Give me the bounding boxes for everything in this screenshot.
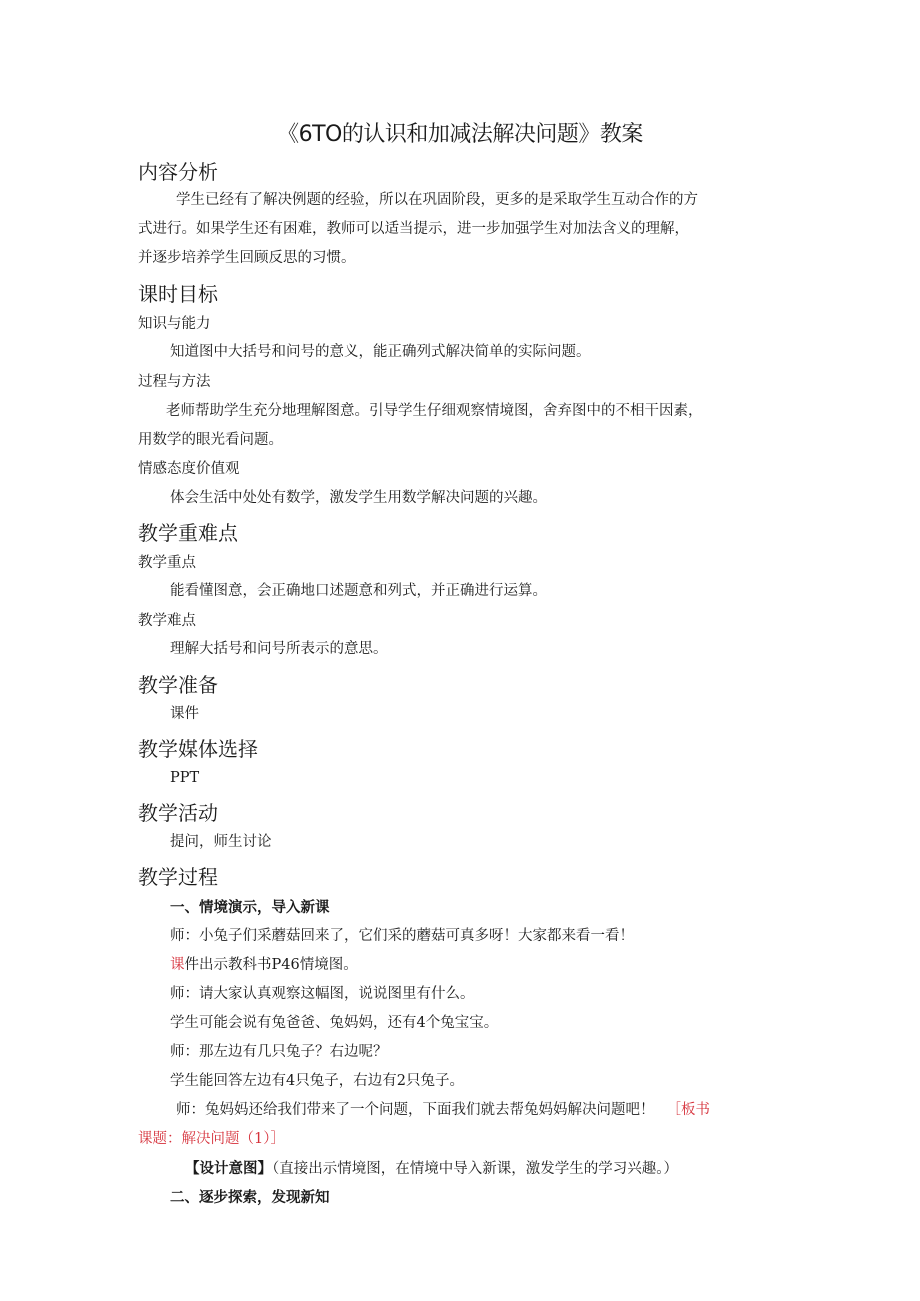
process-line-2-rest: 件出示教科书P46情境图。 (184, 957, 358, 973)
content-line-2: 式进行。如果学生还有困难，教师可以适当提示，进一步加强学生对加法含义的理解， (138, 221, 689, 237)
process-line-7 (176, 1096, 710, 1125)
process-line-1: 师：小兔子们采蘑菇回来了，它们采的蘑菇可真多呀！大家都来看一看！ (170, 928, 634, 944)
heading-content-analysis: 内容分析 (138, 160, 218, 184)
heading-preparation: 教学准备 (138, 673, 218, 697)
heading-lesson-goals: 课时目标 (138, 282, 218, 306)
process-line-4: 学生可能会说有兔爸爸、兔妈妈，还有4个兔宝宝。 (170, 1015, 499, 1031)
goal-process-text-2: 用数学的眼光看问题。 (138, 432, 283, 448)
preparation-text: 课件 (170, 706, 199, 722)
document-title: 《6TO的认识和加减法解决问题》教案 (277, 122, 643, 147)
subheading-attitude: 情感态度价值观 (138, 461, 240, 477)
process-line-7-main: 师：兔妈妈还给我们带来了一个问题，下面我们就去帮兔妈妈解决问题吧！ (176, 1102, 655, 1118)
subheading-process: 过程与方法 (138, 374, 211, 390)
heading-activity: 教学活动 (138, 801, 218, 825)
goal-process-text-1: 老师帮助学生充分地理解图意。引导学生仔细观察情境图，舍弃图中的不相干因素， (166, 403, 703, 419)
board-note-title: 课题：解决问题（1）］ (138, 1131, 285, 1147)
difficult-point-text: 理解大括号和问号所表示的意思。 (170, 641, 388, 657)
process-line-5: 师：那左边有几只兔子？右边呢？ (170, 1044, 388, 1060)
design-intent-label: 【设计意图】 (185, 1160, 272, 1177)
process-step-2: 二、逐步探索，发现新知 (170, 1189, 330, 1206)
media-text: PPT (170, 770, 200, 786)
process-line-6: 学生能回答左边有4只兔子，右边有2只兔子。 (170, 1073, 464, 1089)
key-point-text: 能看懂图意，会正确地口述题意和列式，并正确进行运算。 (170, 583, 547, 599)
heading-media: 教学媒体选择 (138, 737, 258, 761)
subheading-difficult-point: 教学难点 (138, 613, 196, 629)
heading-process: 教学过程 (138, 865, 218, 889)
process-line-2 (170, 951, 358, 980)
subheading-key-point: 教学重点 (138, 555, 196, 571)
heading-key-points: 教学重难点 (138, 521, 238, 545)
content-line-1: 学生已经有了解决例题的经验，所以在巩固阶段，更多的是采取学生互动合作的方 (176, 192, 698, 208)
design-intent (185, 1154, 678, 1184)
activity-text: 提问，师生讨论 (170, 834, 272, 850)
goal-attitude-text: 体会生活中处处有数学，激发学生用数学解决问题的兴趣。 (170, 490, 547, 506)
content-line-3: 并逐步培养学生回顾反思的习惯。 (138, 250, 356, 266)
process-step-1: 一、情境演示，导入新课 (170, 899, 330, 916)
board-note-start: ［板书 (666, 1102, 710, 1118)
subheading-knowledge: 知识与能力 (138, 316, 211, 332)
goal-knowledge-text: 知道图中大括号和问号的意义，能正确列式解决简单的实际问题。 (170, 344, 591, 360)
highlight-char: 课 (170, 957, 185, 973)
design-intent-text: （直接出示情境图，在情境中导入新课，激发学生的学习兴趣。） (272, 1161, 678, 1177)
process-line-3: 师：请大家认真观察这幅图，说说图里有什么。 (170, 986, 475, 1002)
